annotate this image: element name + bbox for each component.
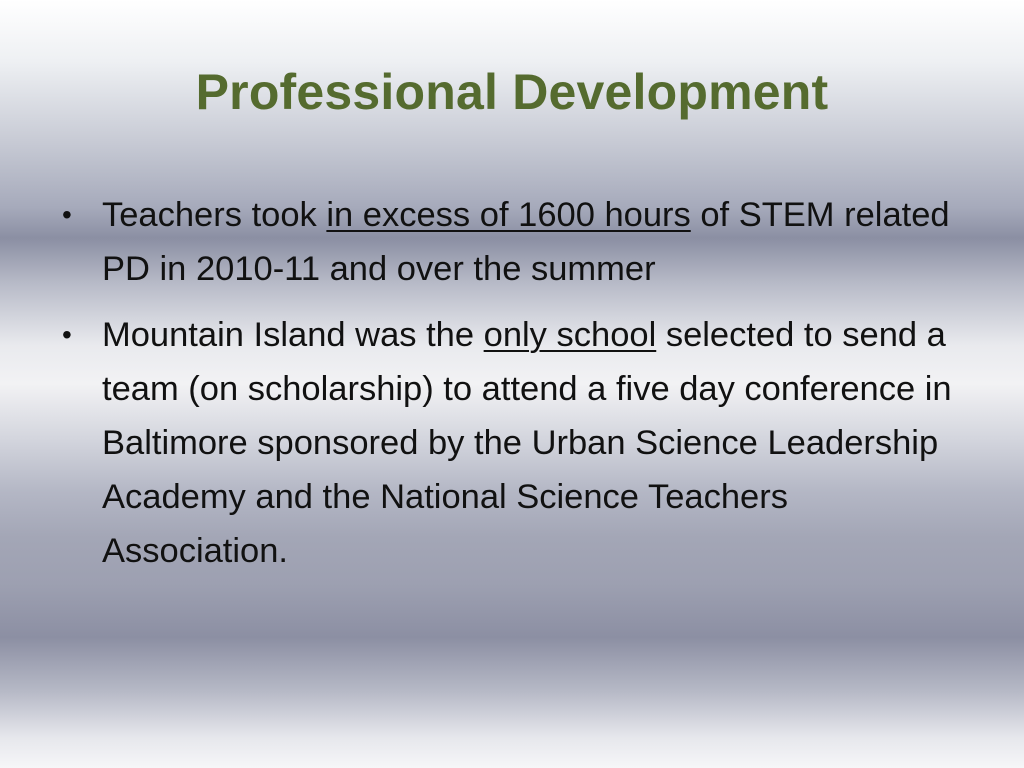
slide-title: Professional Development bbox=[195, 64, 829, 120]
bullet-item-1 bbox=[58, 188, 978, 296]
bullet-1-underlined-text: in excess of 1600 hours bbox=[326, 196, 691, 234]
bullet-icon: • bbox=[62, 319, 72, 350]
bullet-1-text-before: Teachers took bbox=[102, 196, 327, 234]
bullet-list bbox=[58, 188, 978, 590]
bullet-item-2 bbox=[58, 308, 978, 578]
bullet-2-underlined-text: only school bbox=[483, 316, 657, 354]
bullet-icon: • bbox=[62, 199, 72, 230]
bullet-2-text-before: Mountain Island was the bbox=[102, 316, 484, 354]
bullet-1-text-after: of STEM related PD in 2010-11 and over the summer bbox=[102, 196, 950, 288]
bullet-2-text-after: selected to send a team (on scholarship) to attend a five day conference in Baltimore sponsored by the Urban Science Leadership Academy and the National Science Teachers Association. bbox=[102, 316, 952, 570]
